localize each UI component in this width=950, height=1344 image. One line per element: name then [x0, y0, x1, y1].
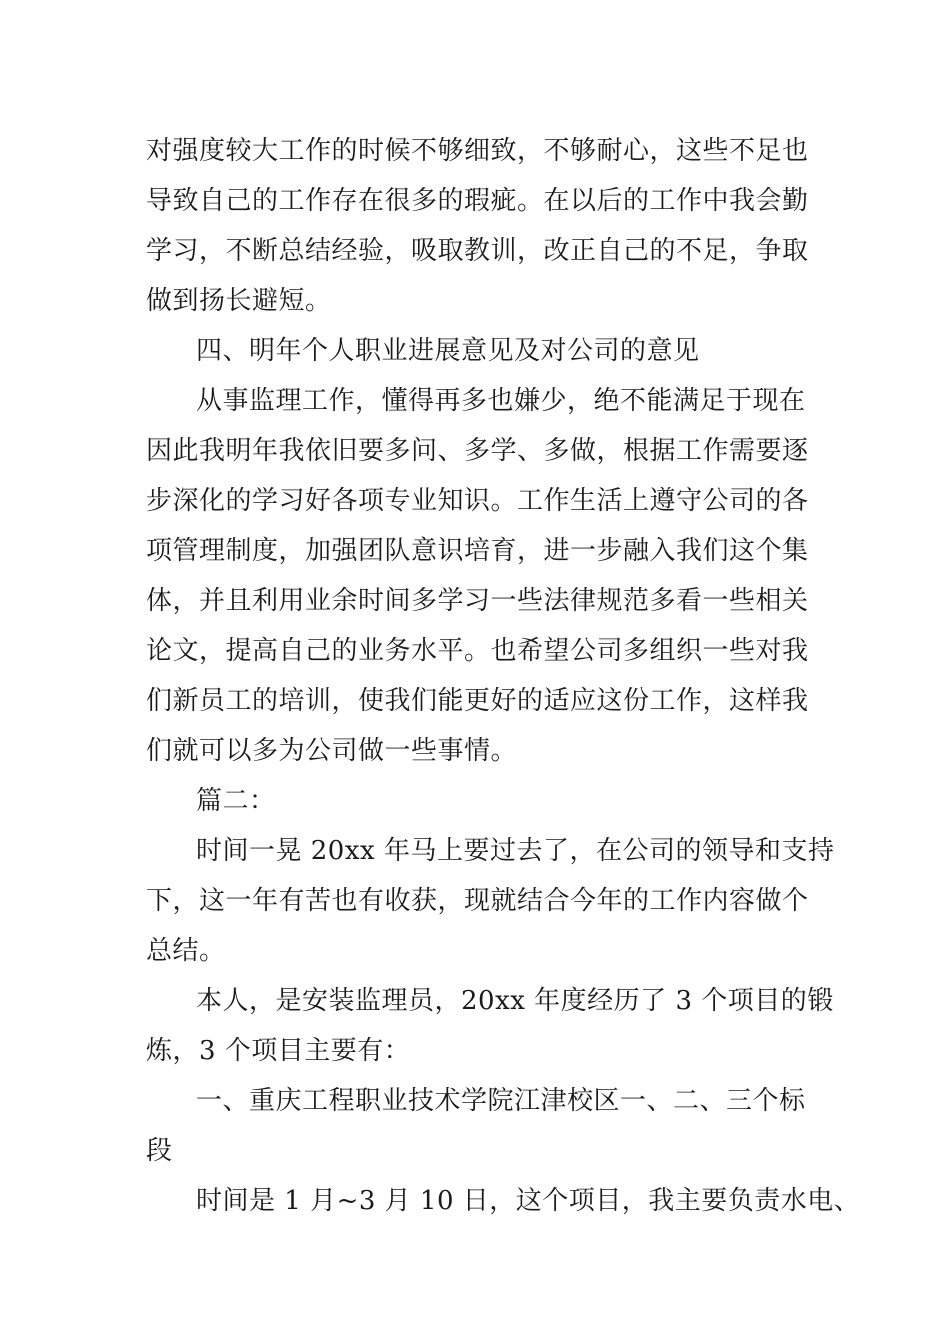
text-line: 步深化的学习好各项专业知识。工作生活上遵守公司的各 [146, 486, 809, 516]
text-line: 总结。 [146, 936, 226, 966]
text-line: 对强度较大工作的时候不够细致，不够耐心，这些不足也 [146, 136, 809, 166]
text-line: 下，这一年有苦也有收获，现就结合今年的工作内容做个 [146, 886, 809, 916]
section-heading: 一、重庆工程职业技术学院江津校区一、二、三个标 [196, 1086, 806, 1116]
text-line: 本人，是安装监理员，20xx 年度经历了 3 个项目的锻 [196, 986, 834, 1016]
text-line: 们新员工的培训，使我们能更好的适应这份工作，这样我 [146, 686, 809, 716]
text-line: 从事监理工作，懂得再多也嫌少，绝不能满足于现在 [196, 386, 806, 416]
text-line: 时间一晃 20xx 年马上要过去了，在公司的领导和支持 [196, 836, 835, 866]
text-line: 导致自己的工作存在很多的瑕疵。在以后的工作中我会勤 [146, 186, 809, 216]
text-line: 炼，3 个项目主要有： [146, 1036, 411, 1066]
section-heading: 四、明年个人职业进展意见及对公司的意见 [196, 336, 700, 366]
text-line: 段 [146, 1136, 173, 1166]
text-line: 时间是 1 月~3 月 10 日，这个项目，我主要负责水电、 [196, 1186, 861, 1216]
section-heading: 篇二： [196, 786, 276, 816]
text-line: 学习，不断总结经验，吸取教训，改正自己的不足，争取 [146, 236, 809, 266]
text-line: 体，并且利用业余时间多学习一些法律规范多看一些相关 [146, 586, 809, 616]
text-line: 们就可以多为公司做一些事情。 [146, 736, 518, 766]
text-line: 因此我明年我依旧要多问、多学、多做，根据工作需要逐 [146, 436, 809, 466]
text-line: 论文，提高自己的业务水平。也希望公司多组织一些对我 [146, 636, 809, 666]
text-line: 项管理制度，加强团队意识培育，进一步融入我们这个集 [146, 536, 809, 566]
text-line: 做到扬长避短。 [146, 286, 332, 316]
